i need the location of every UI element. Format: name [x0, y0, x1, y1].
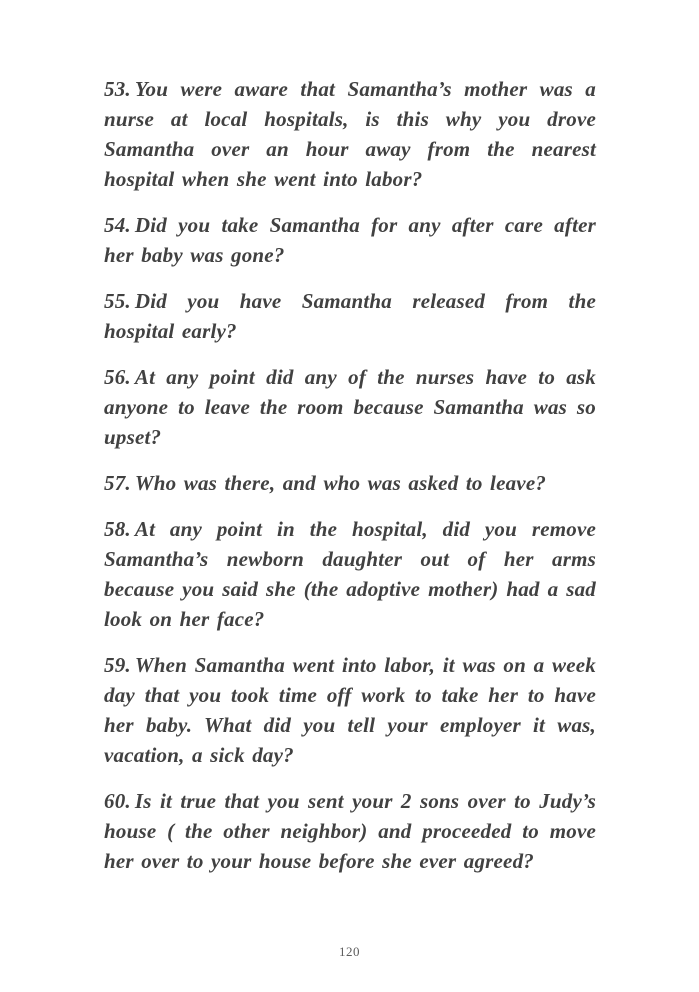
- question-text: You were aware that Samantha’s mother was a nurse at local hospitals, is this why you drove Samantha over an hour away from the nearest hospital when she went into labor?: [104, 77, 596, 191]
- question-number: 53.: [104, 77, 131, 101]
- question-paragraph: [104, 468, 596, 498]
- question-paragraph: [104, 514, 596, 634]
- question-paragraph: [104, 210, 596, 270]
- question-text: At any point did any of the nurses have to ask anyone to leave the room because Samantha was so upset?: [104, 365, 596, 449]
- question-number: 58.: [104, 517, 131, 541]
- question-number: 56.: [104, 365, 131, 389]
- question-number: 59.: [104, 653, 131, 677]
- question-paragraph: [104, 74, 596, 194]
- question-text: Did you have Samantha released from the hospital early?: [104, 289, 596, 343]
- question-paragraph: [104, 362, 596, 452]
- question-text: Did you take Samantha for any after care after her baby was gone?: [104, 213, 596, 267]
- question-number: 60.: [104, 789, 131, 813]
- question-text: When Samantha went into labor, it was on a week day that you took time off work to take her to have her baby. What did you tell your employer it was, vacation, a sick day?: [104, 653, 596, 767]
- question-number: 55.: [104, 289, 131, 313]
- question-text: Who was there, and who was asked to leave?: [134, 471, 547, 495]
- question-paragraph: [104, 786, 596, 876]
- questions-list: [104, 74, 596, 876]
- question-number: 54.: [104, 213, 131, 237]
- page-number: 120: [339, 944, 360, 959]
- question-text: At any point in the hospital, did you remove Samantha’s newborn daughter out of her arms because you said she (the adoptive mother) had a sad look on her face?: [104, 517, 596, 631]
- question-text: Is it true that you sent your 2 sons over to Judy’s house ( the other neighbor) and proceeded to move her over to your house before she ever agreed?: [104, 789, 596, 873]
- question-paragraph: [104, 650, 596, 770]
- question-paragraph: [104, 286, 596, 346]
- question-number: 57.: [104, 471, 131, 495]
